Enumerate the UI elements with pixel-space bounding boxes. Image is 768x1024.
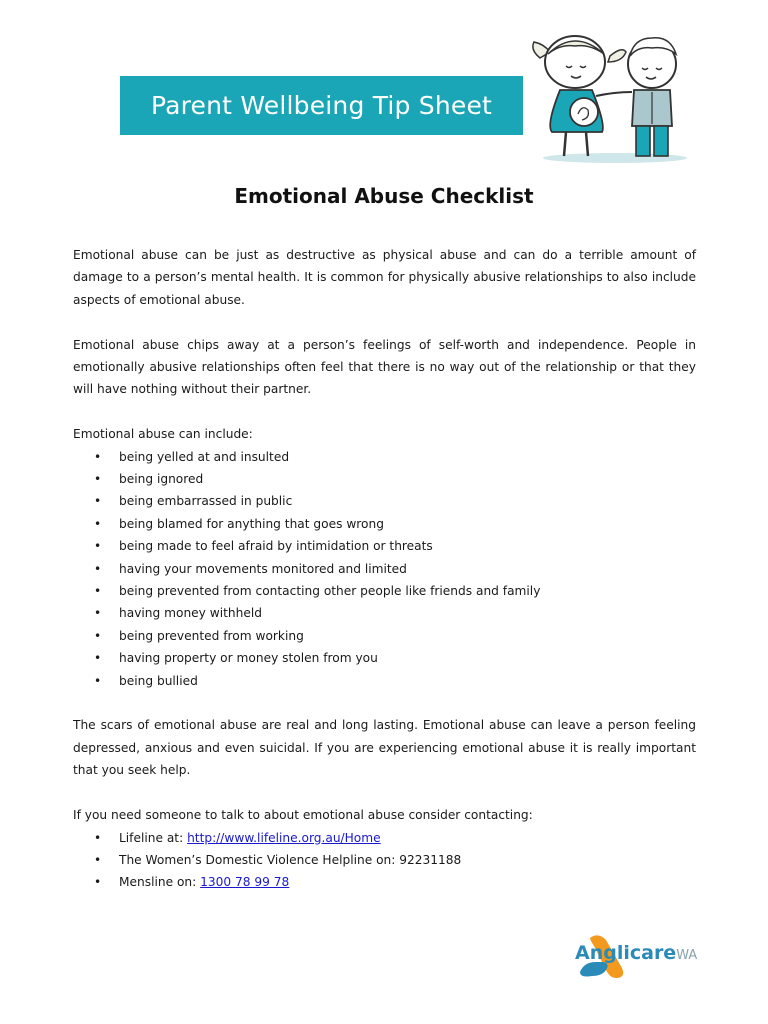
intro-paragraph-1: Emotional abuse can be just as destructive as physical abuse and can do a terrible amount of damage to a person’s mental health. It is common for physically abusive relationships to also include aspects of emotional abuse. — [73, 248, 696, 307]
logo-suffix: WA — [676, 948, 698, 963]
list-item: • being blamed for anything that goes wrong — [73, 513, 696, 535]
abuse-list — [73, 446, 696, 692]
contact-list — [73, 827, 696, 894]
lifeline-link[interactable]: http://www.lifeline.org.au/Home — [187, 830, 381, 845]
document-body — [73, 244, 696, 894]
list-item: • being prevented from contacting other people like friends and family — [73, 580, 696, 602]
parents-couple-illustration — [530, 30, 700, 170]
contact-item-womens-helpline: • The Women’s Domestic Violence Helpline on: 92231188 — [73, 849, 696, 871]
lifeline-label: Lifeline at: — [119, 830, 188, 845]
list-item: • being made to feel afraid by intimidation or threats — [73, 535, 696, 557]
mensline-link[interactable]: 1300 78 99 78 — [200, 875, 290, 890]
list-item: • being bullied — [73, 670, 696, 692]
tip-sheet-banner — [120, 76, 523, 135]
list-item: • being prevented from working — [73, 625, 696, 647]
list-item: • having money withheld — [73, 602, 696, 624]
page-title: Emotional Abuse Checklist — [234, 184, 534, 208]
scars-paragraph: The scars of emotional abuse are real and long lasting. Emotional abuse can leave a person feeling depressed, anxious and even suicidal. If you are experiencing emotional abuse it is really important that you seek help. — [73, 718, 696, 778]
contact-intro: If you need someone to talk to about emotional abuse consider contacting: — [73, 808, 533, 823]
list-intro: Emotional abuse can include: — [73, 427, 253, 442]
contact-item-lifeline — [73, 827, 696, 849]
intro-paragraph-2: Emotional abuse chips away at a person’s feelings of self-worth and independence. People in emotionally abusive relationships often feel that there is no way out of the relationship or that they will have nothing without their partner. — [73, 337, 696, 397]
anglicare-logo — [575, 942, 697, 964]
list-item: • having your movements monitored and limited — [73, 558, 696, 580]
list-item: • being embarrassed in public — [73, 490, 696, 512]
banner-title: Parent Wellbeing Tip Sheet — [150, 91, 493, 120]
list-item: • being yelled at and insulted — [73, 446, 696, 468]
list-item: • being ignored — [73, 468, 696, 490]
list-item: • having property or money stolen from you — [73, 647, 696, 669]
logo-brand: Anglicare — [575, 942, 677, 964]
contact-item-mensline — [73, 871, 696, 893]
mensline-label: Mensline on: — [119, 875, 201, 890]
